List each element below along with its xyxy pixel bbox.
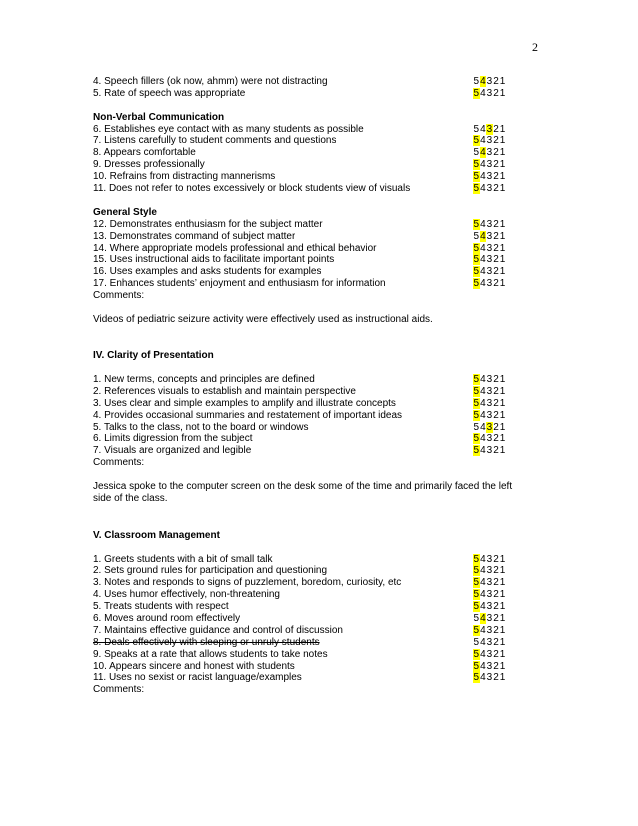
rating-option-3: 3 [486,397,493,409]
item-text: 8. Deals effectively with sleeping or unruly students [93,636,320,648]
rating-row [93,637,533,649]
rating-scale [473,243,533,255]
item-text: 7. Visuals are organized and legible [93,445,252,457]
rating-scale [473,565,533,577]
rating-row [93,76,533,88]
rating-option-5: 5 [473,577,480,589]
rating-option-2: 2 [493,266,499,278]
general-style-items [93,219,533,290]
item-text: 3. Notes and responds to signs of puzzlement, boredom, curiosity, etc [93,577,402,589]
rating-option-4: 4 [480,445,486,457]
rating-option-5: 5 [473,601,480,613]
rating-row [93,231,533,243]
rating-option-5: 5 [473,230,480,242]
rating-option-3: 3 [486,601,493,613]
rating-option-3: 3 [486,76,493,87]
rating-row [93,613,533,625]
rating-scale [473,410,533,422]
rating-option-4: 4 [480,373,486,385]
rating-option-2: 2 [493,553,499,565]
item-text: 5. Talks to the class, not to the board or windows [93,421,309,433]
rating-option-5: 5 [473,242,480,254]
rating-option-4: 4 [480,601,486,613]
rating-scale [473,637,533,649]
rating-option-1: 1 [499,624,506,636]
rating-option-2: 2 [493,171,499,183]
rating-option-3: 3 [486,672,493,684]
rating-option-5: 5 [473,254,480,266]
rating-option-2: 2 [493,636,499,648]
rating-row [93,649,533,661]
item-text: 2. References visuals to establish and maintain perspective [93,385,356,397]
rating-option-2: 2 [493,409,499,421]
rating-option-3: 3 [486,589,493,601]
clarity-comments-label: Comments: [93,457,145,469]
rating-row [93,147,533,159]
rating-row [93,433,533,445]
rating-scale [473,159,533,171]
rating-option-2: 2 [493,589,499,601]
rating-row [93,565,533,577]
rating-option-1: 1 [499,135,506,147]
rating-option-5: 5 [473,147,480,159]
rating-option-3: 3 [486,135,493,147]
rating-row [93,625,533,637]
item-text: 16. Uses examples and asks students for examples [93,266,322,278]
rating-option-2: 2 [493,230,499,242]
item-text: 7. Listens carefully to student comments and questions [93,135,337,147]
rating-option-1: 1 [499,409,506,421]
rating-option-1: 1 [499,171,506,183]
rating-scale [473,398,533,410]
rating-option-1: 1 [499,242,506,254]
rating-option-2: 2 [493,648,499,660]
rating-option-1: 1 [499,183,506,195]
rating-option-1: 1 [499,553,506,565]
rating-option-1: 1 [499,672,506,684]
rating-option-5: 5 [473,266,480,278]
rating-scale [473,589,533,601]
rating-scale [473,672,533,684]
rating-option-3: 3 [486,577,493,589]
rating-option-3: 3 [486,230,493,242]
rating-option-4: 4 [480,648,486,660]
rating-option-2: 2 [493,123,499,135]
rating-option-3: 3 [486,183,493,195]
rating-option-3: 3 [486,660,493,672]
rating-option-2: 2 [493,577,499,589]
rating-row [93,124,533,136]
rating-option-1: 1 [499,589,506,601]
rating-row [93,589,533,601]
rating-option-2: 2 [493,87,499,99]
rating-option-3: 3 [486,147,493,159]
rating-option-3: 3 [486,409,493,421]
rating-scale [473,433,533,445]
rating-option-1: 1 [499,397,506,409]
rating-option-5: 5 [473,409,480,421]
item-text: 9. Speaks at a rate that allows students to take notes [93,648,328,660]
rating-option-5: 5 [473,183,480,195]
rating-option-3: 3 [486,433,493,445]
rating-option-5: 5 [473,123,480,135]
rating-option-5: 5 [473,624,480,636]
rating-option-3: 3 [486,373,493,385]
rating-option-4: 4 [480,87,486,99]
rating-option-1: 1 [499,266,506,278]
rating-option-2: 2 [493,373,499,385]
rating-option-2: 2 [493,76,499,87]
rating-option-3: 3 [486,648,493,660]
rating-option-4: 4 [480,266,486,278]
rating-option-3: 3 [486,218,493,230]
rating-option-5: 5 [473,278,480,290]
rating-option-1: 1 [499,76,506,87]
rating-option-4: 4 [480,421,486,433]
rating-option-4: 4 [480,147,486,159]
rating-option-2: 2 [493,613,499,625]
item-text: 14. Where appropriate models professional and ethical behavior [93,242,377,254]
rating-option-1: 1 [499,373,506,385]
rating-row [93,171,533,183]
rating-option-3: 3 [486,624,493,636]
item-text: 11. Uses no sexist or racist language/examples [93,672,302,684]
classroom-comments-label: Comments: [93,684,145,696]
rating-option-1: 1 [499,613,506,625]
rating-option-2: 2 [493,397,499,409]
item-text: 10. Refrains from distracting mannerisms [93,171,276,183]
rating-option-1: 1 [499,218,506,230]
rating-option-3: 3 [486,385,493,397]
rating-option-4: 4 [480,433,486,445]
rating-row [93,183,533,195]
rating-option-2: 2 [493,660,499,672]
rating-row [93,672,533,684]
evaluation-form [93,76,533,696]
rating-option-3: 3 [486,636,493,648]
rating-option-1: 1 [499,601,506,613]
item-text: 13. Demonstrates command of subject matter [93,230,296,242]
rating-row [93,398,533,410]
rating-option-4: 4 [480,278,486,290]
clarity-heading: IV. Clarity of Presentation [93,350,214,362]
rating-option-5: 5 [473,135,480,147]
rating-option-4: 4 [480,672,486,684]
rating-option-4: 4 [480,577,486,589]
rating-row [93,374,533,386]
rating-option-2: 2 [493,183,499,195]
rating-row [93,601,533,613]
rating-scale [473,231,533,243]
rating-scale [473,422,533,434]
rating-option-4: 4 [480,589,486,601]
item-text: 7. Maintains effective guidance and control of discussion [93,624,343,636]
rating-option-5: 5 [473,218,480,230]
rating-row [93,219,533,231]
rating-row [93,554,533,566]
clarity-items [93,374,533,457]
rating-option-4: 4 [480,613,486,625]
rating-option-1: 1 [499,123,506,135]
rating-option-1: 1 [499,577,506,589]
rating-option-2: 2 [493,242,499,254]
rating-option-5: 5 [473,76,480,87]
rating-option-1: 1 [499,254,506,266]
item-text: 3. Uses clear and simple examples to amplify and illustrate concepts [93,397,396,409]
rating-option-1: 1 [499,660,506,672]
classroom-items [93,554,533,685]
item-text: 6. Moves around room effectively [93,613,241,625]
rating-option-1: 1 [499,147,506,159]
rating-scale [473,124,533,136]
rating-option-1: 1 [499,278,506,290]
rating-option-4: 4 [480,242,486,254]
item-text: 4. Speech fillers (ok now, ahmm) were not distracting [93,76,328,87]
item-text: 5. Rate of speech was appropriate [93,87,246,99]
rating-option-5: 5 [473,421,480,433]
rating-option-5: 5 [473,171,480,183]
item-text: 11. Does not refer to notes excessively or block students view of visuals [93,183,411,195]
rating-option-4: 4 [480,171,486,183]
rating-option-5: 5 [473,648,480,660]
rating-option-2: 2 [493,445,499,457]
item-text: 15. Uses instructional aids to facilitate important points [93,254,335,266]
item-text: 4. Uses humor effectively, non-threatening [93,589,280,601]
rating-scale [473,374,533,386]
rating-option-2: 2 [493,147,499,159]
item-text: 12. Demonstrates enthusiasm for the subject matter [93,218,323,230]
rating-scale [473,649,533,661]
rating-option-1: 1 [499,648,506,660]
rating-option-5: 5 [473,373,480,385]
rating-option-2: 2 [493,565,499,577]
nonverbal-heading: Non-Verbal Communication [93,111,225,123]
rating-option-5: 5 [473,385,480,397]
rating-scale [473,625,533,637]
rating-row [93,278,533,290]
rating-option-4: 4 [480,397,486,409]
rating-row [93,159,533,171]
item-text: 8. Appears comfortable [93,147,196,159]
rating-option-5: 5 [473,613,480,625]
rating-scale [473,254,533,266]
page-number: 2 [532,40,538,54]
classroom-heading: V. Classroom Management [93,529,220,541]
item-text: 1. New terms, concepts and principles are defined [93,373,315,385]
rating-scale [473,147,533,159]
rating-scale [473,386,533,398]
rating-row [93,254,533,266]
rating-scale [473,661,533,673]
rating-option-2: 2 [493,421,499,433]
rating-option-3: 3 [486,565,493,577]
rating-scale [473,601,533,613]
rating-option-5: 5 [473,589,480,601]
rating-option-3: 3 [486,445,493,457]
rating-option-1: 1 [499,636,506,648]
rating-option-5: 5 [473,660,480,672]
rating-row [93,243,533,255]
rating-row [93,422,533,434]
rating-option-5: 5 [473,159,480,171]
rating-option-2: 2 [493,278,499,290]
rating-option-4: 4 [480,553,486,565]
rating-option-4: 4 [480,230,486,242]
nonverbal-items [93,124,533,195]
rating-scale [473,445,533,457]
rating-option-4: 4 [480,385,486,397]
rating-option-1: 1 [499,87,506,99]
rating-option-4: 4 [480,159,486,171]
rating-option-5: 5 [473,565,480,577]
general-style-comment: Videos of pediatric seizure activity were effectively used as instructional aids. [93,313,433,325]
rating-option-3: 3 [486,421,493,433]
rating-option-3: 3 [486,123,493,135]
rating-option-4: 4 [480,624,486,636]
rating-option-5: 5 [473,445,480,457]
rating-option-2: 2 [493,672,499,684]
rating-option-3: 3 [486,242,493,254]
rating-option-1: 1 [499,159,506,171]
rating-option-3: 3 [486,278,493,290]
rating-row [93,88,533,100]
rating-option-5: 5 [473,672,480,684]
rating-option-4: 4 [480,660,486,672]
rating-option-4: 4 [480,565,486,577]
rating-option-2: 2 [493,601,499,613]
rating-option-4: 4 [480,135,486,147]
rating-option-4: 4 [480,218,486,230]
item-text: 10. Appears sincere and honest with students [93,660,295,672]
item-text: 6. Limits digression from the subject [93,433,253,445]
rating-option-2: 2 [493,624,499,636]
rating-scale [473,278,533,290]
rating-row [93,266,533,278]
rating-scale [473,183,533,195]
rating-option-1: 1 [499,445,506,457]
item-text: 4. Provides occasional summaries and restatement of important ideas [93,409,403,421]
rating-scale [473,135,533,147]
rating-option-2: 2 [493,159,499,171]
general-style-comments-label: Comments: [93,290,145,302]
rating-option-5: 5 [473,553,480,565]
rating-scale [473,613,533,625]
rating-option-3: 3 [486,159,493,171]
rating-scale [473,577,533,589]
rating-option-3: 3 [486,254,493,266]
delivery-items [93,76,533,100]
item-text: 9. Dresses professionally [93,159,205,171]
rating-scale [473,219,533,231]
rating-row [93,661,533,673]
rating-option-4: 4 [480,636,486,648]
rating-option-3: 3 [486,266,493,278]
rating-option-4: 4 [480,183,486,195]
rating-option-5: 5 [473,87,480,99]
rating-scale [473,554,533,566]
rating-option-5: 5 [473,636,480,648]
item-text: 5. Treats students with respect [93,601,229,613]
rating-option-3: 3 [486,553,493,565]
rating-option-5: 5 [473,433,480,445]
item-text: 6. Establishes eye contact with as many students as possible [93,123,364,135]
rating-option-1: 1 [499,230,506,242]
rating-option-3: 3 [486,171,493,183]
rating-row [93,577,533,589]
rating-scale [473,266,533,278]
rating-option-1: 1 [499,565,506,577]
rating-scale [473,171,533,183]
rating-option-1: 1 [499,433,506,445]
rating-row [93,445,533,457]
rating-row [93,410,533,422]
rating-option-2: 2 [493,135,499,147]
clarity-comment: Jessica spoke to the computer screen on the desk some of the time and primarily faced the left side of the class. [93,480,513,505]
rating-option-4: 4 [480,76,486,87]
rating-option-1: 1 [499,385,506,397]
general-style-heading: General Style [93,206,157,218]
item-text: 17. Enhances students’ enjoyment and enthusiasm for information [93,278,386,290]
rating-option-2: 2 [493,254,499,266]
rating-option-5: 5 [473,397,480,409]
rating-option-1: 1 [499,421,506,433]
rating-row [93,386,533,398]
rating-option-4: 4 [480,123,486,135]
rating-option-2: 2 [493,218,499,230]
rating-option-3: 3 [486,613,493,625]
rating-option-2: 2 [493,433,499,445]
rating-scale [473,76,533,88]
rating-option-3: 3 [486,87,493,99]
rating-option-2: 2 [493,385,499,397]
item-text: 1. Greets students with a bit of small talk [93,553,273,565]
rating-option-4: 4 [480,254,486,266]
rating-scale [473,88,533,100]
item-text: 2. Sets ground rules for participation and questioning [93,565,328,577]
rating-row [93,135,533,147]
rating-option-4: 4 [480,409,486,421]
